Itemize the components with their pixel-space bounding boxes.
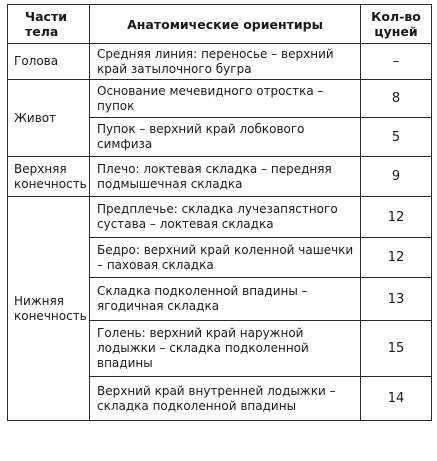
count-cell: 8 [361, 80, 432, 118]
header-tsun-count: Кол-во цуней [361, 5, 432, 44]
header-landmarks: Анатомические ориентиры [90, 5, 361, 44]
landmark-cell: Голень: верхний край наружной лодыжки – складка подколенной впадины [90, 321, 361, 377]
landmark-cell: Предплечье: складка лучезапястного сустава – локтевая складка [90, 197, 361, 238]
body-part-cell: Живот [8, 80, 90, 157]
landmark-cell: Верхний край внутренней лодыжки – складка подколенной впадины [90, 377, 361, 421]
count-cell: 9 [361, 157, 432, 197]
landmark-cell: Плечо: локтевая складка – передняя подмышечная складка [90, 157, 361, 197]
landmark-cell: Пупок – верхний край лобкового симфиза [90, 118, 361, 157]
count-cell: 14 [361, 377, 432, 421]
count-cell: – [361, 44, 432, 80]
body-part-cell: Голова [8, 44, 90, 80]
body-part-cell: Нижняя конечность [8, 197, 90, 421]
table-row [8, 80, 432, 118]
header-body-part: Части тела [8, 5, 90, 44]
table-row [8, 44, 432, 80]
table-row [8, 197, 432, 238]
tsun-measurement-table [7, 4, 432, 421]
landmark-cell: Складка подколенной впадины – ягодичная складка [90, 278, 361, 321]
landmark-cell: Средняя линия: переносье – верхний край затылочного бугра [90, 44, 361, 80]
count-cell: 13 [361, 278, 432, 321]
header-row [8, 5, 432, 44]
count-cell: 12 [361, 197, 432, 238]
count-cell: 15 [361, 321, 432, 377]
landmark-cell: Основание мечевидного отростка – пупок [90, 80, 361, 118]
landmark-cell: Бедро: верхний край коленной чашечки – паховая складка [90, 238, 361, 278]
body-part-cell: Верхняя конечность [8, 157, 90, 197]
count-cell: 12 [361, 238, 432, 278]
count-cell: 5 [361, 118, 432, 157]
table-row [8, 157, 432, 197]
